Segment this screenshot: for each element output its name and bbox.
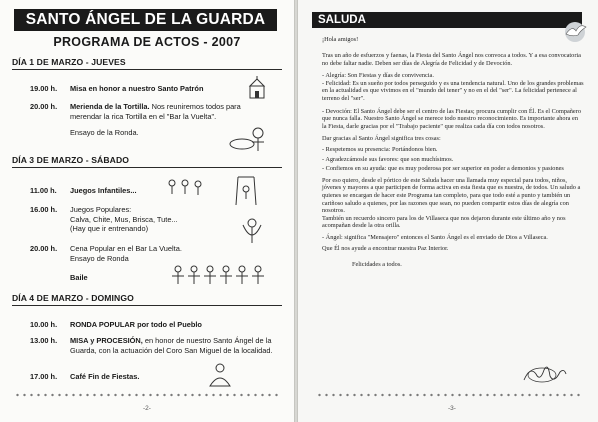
event-title: Café Fin de Fiestas. bbox=[70, 372, 140, 381]
event-row bbox=[30, 205, 270, 241]
paragraph: - Respetemos su presencia: Portándonos bien. bbox=[322, 145, 438, 153]
event-title: MISA y PROCESIÓN, bbox=[70, 336, 143, 345]
greeting: ¡Hola amigos! bbox=[322, 36, 359, 43]
event-time: 11.00 h. bbox=[30, 186, 57, 195]
event-row bbox=[30, 320, 280, 332]
event-time: 17.00 h. bbox=[30, 372, 58, 381]
day-heading-1: DÍA 1 DE MARZO - JUEVES bbox=[12, 57, 282, 70]
day-heading-3: DÍA 4 DE MARZO - DOMINGO bbox=[12, 293, 282, 306]
event-time: 20.00 h. bbox=[30, 102, 58, 111]
event-time: 19.00 h. bbox=[30, 84, 58, 93]
program-title: SANTO ÁNGEL DE LA GUARDA bbox=[14, 9, 277, 31]
dotted-border bbox=[316, 392, 582, 398]
event-row bbox=[30, 372, 280, 384]
paragraph: - Alegría: Son Fiestas y días de convivencia. bbox=[322, 72, 434, 80]
closing: Felicidades a todos. bbox=[352, 261, 402, 269]
church-icon bbox=[247, 76, 267, 100]
event-title: Juegos Infantiles... bbox=[70, 186, 137, 195]
event-detail: en honor de nuestro Santo Ángel de la Guarda, con la actuación del Coro San Miguel de la localidad. bbox=[70, 336, 273, 355]
page-number-right: -3- bbox=[448, 405, 456, 412]
swing-icon bbox=[234, 175, 258, 207]
cafe-illustration-icon bbox=[205, 362, 235, 388]
left-page bbox=[0, 0, 294, 422]
event-extra: (Hay que ir entrenando) bbox=[70, 224, 149, 233]
signature-icon bbox=[520, 360, 570, 390]
saluda-heading: SALUDA bbox=[312, 12, 582, 28]
page-number-left: -2- bbox=[143, 405, 151, 412]
tortilla-illustration-icon bbox=[228, 124, 268, 154]
event-title: Juegos Populares: bbox=[70, 205, 132, 214]
right-page bbox=[298, 0, 598, 422]
event-detail: Calva, Chite, Mus, Brisca, Tute... bbox=[70, 214, 178, 224]
paragraph: - Devoción: El Santo Ángel debe ser el centro de las Fiestas; procura cumplir con Él. Es el Compañero que nunca falla. Nuestro Santo Ángel se merece todo nuestro reconocimiento. Es importante ahora en la Fiesta, darle gracias por el "Trabajo paciente" que realiza cada día con todos nosotros. bbox=[322, 107, 581, 130]
paragraph: Que Él nos ayude a encontrar nuestra Paz Interior. bbox=[322, 245, 449, 253]
paragraph: Dar gracias al Santo Ángel significa tres cosas: bbox=[322, 135, 441, 143]
event-row bbox=[30, 84, 270, 96]
paragraph: - Felicidad: Es un sueño por todos perseguido y es una tendencia natural. Uno de los grandes problemas en la actualidad es que vivimos en el "mundo del tener" y no en el del "ser". La felicidad pertenece al terreno del "ser". bbox=[322, 79, 584, 102]
event-title: Misa en honor a nuestro Santo Patrón bbox=[70, 84, 204, 93]
event-extra: Baile bbox=[70, 273, 88, 282]
children-playing-icon bbox=[165, 178, 207, 198]
day-heading-2: DÍA 3 DE MARZO - SÁBADO bbox=[12, 155, 282, 168]
event-title: Cena Popular en el Bar La Vuelta. bbox=[70, 244, 182, 253]
dotted-border bbox=[14, 392, 280, 398]
paragraph: Tras un año de esfuerzos y faenas, la Fiesta del Santo Ángel nos convoca a todos. Y a esa convocatoria no debe faltar nadie. Deben ser días de Alegría de Felicidad y de Devoción. bbox=[322, 52, 581, 67]
event-time: 16.00 h. bbox=[30, 205, 58, 214]
paragraph: - Ángel: significa "Mensajero" entonces el Santo Ángel es el enviado de Dios a Villaseca. bbox=[322, 233, 548, 241]
paragraph: - Confiemos en su ayuda: que es muy poderosa por ser superior en poder a demonios y pasiones bbox=[322, 165, 564, 173]
event-detail: Ensayo de Ronda bbox=[70, 253, 129, 263]
event-title: Merienda de la Tortilla. bbox=[70, 102, 150, 111]
saluda-body bbox=[322, 52, 584, 269]
event-title: RONDA POPULAR por todo el Pueblo bbox=[70, 320, 202, 329]
dancers-illustration-icon bbox=[170, 264, 266, 290]
event-time: 13.00 h. bbox=[30, 336, 58, 345]
paragraph: También un recuerdo sincero para los de Villaseca que nos dejaron durante este último año y nos acompañan desde la otra orilla. bbox=[322, 214, 566, 230]
program-subtitle: PROGRAMA DE ACTOS - 2007 bbox=[53, 35, 241, 49]
event-extra: Ensayo de la Ronda. bbox=[70, 128, 139, 137]
paragraph: Por eso quiero, desde el pórtico de este Saluda hacer una llamada muy especial para todos, niños, jóvenes y mayores a que participen de forma activa en esta fiesta que es nuestra, de todos. Un saludo a quienes se encargan de hacer este Programa tan completo, para que todo esté a punto y también un cariñoso saludo a quienes, por las razones que sean, no pueden compartir estos días de alegría con nosotros. bbox=[322, 176, 581, 215]
event-time: 20.00 h. bbox=[30, 244, 58, 253]
paragraph: - Agradezcámosle sus favores: que son muchísimos. bbox=[322, 155, 454, 163]
event-row bbox=[30, 336, 280, 366]
event-detail: Nos reuniremos todos para merendar la rica Tortilla en el "Bar la Vuelta". bbox=[70, 102, 241, 121]
angel-icon bbox=[240, 215, 264, 247]
event-time: 10.00 h. bbox=[30, 320, 58, 329]
